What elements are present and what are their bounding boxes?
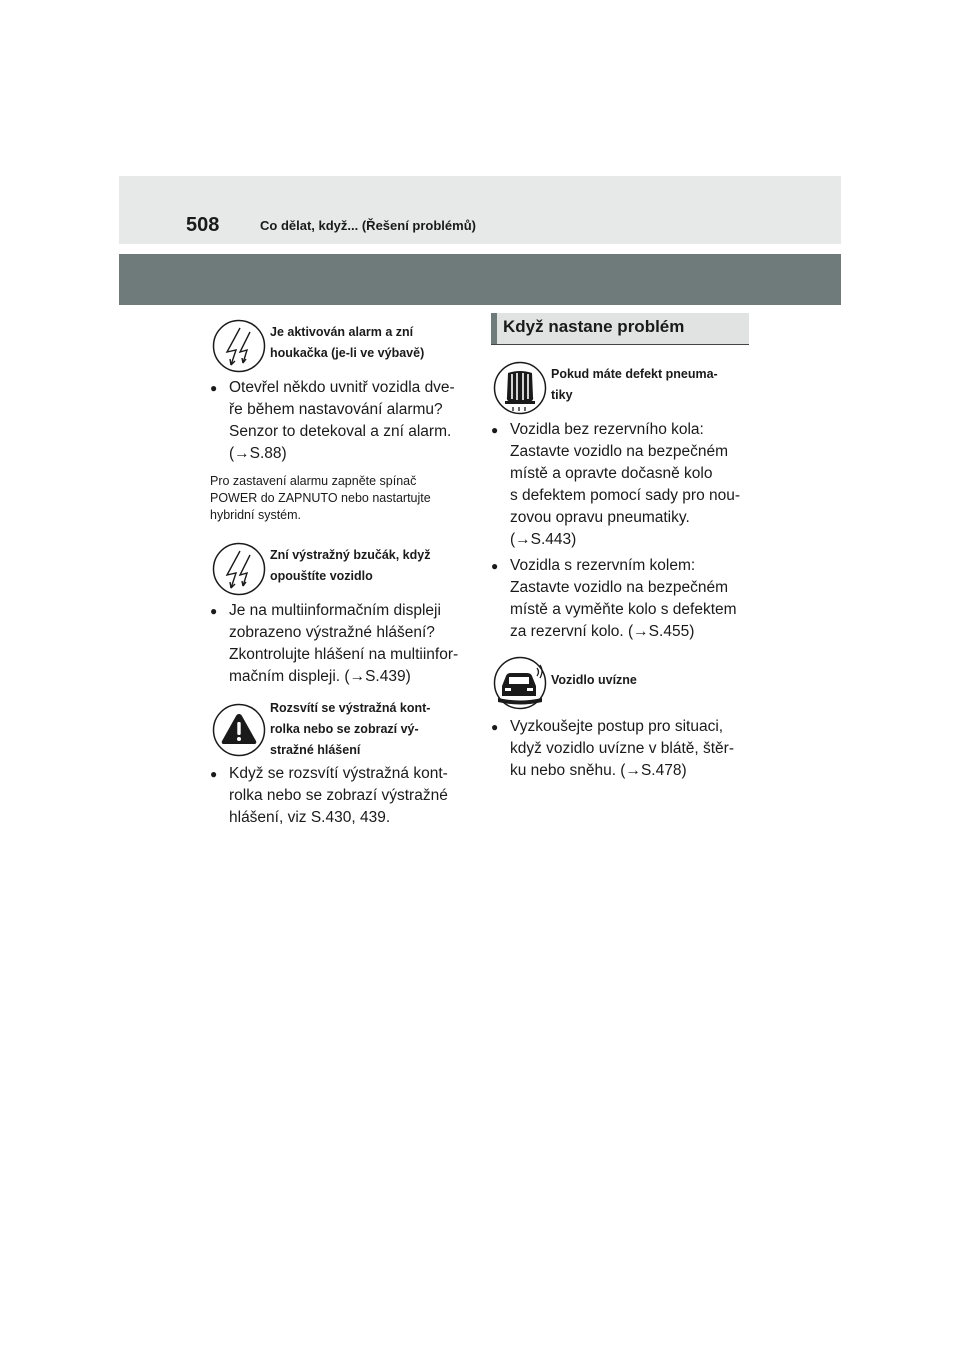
bullet-no-spare xyxy=(491,419,740,551)
bullet-line: ● Když se rozsvítí výstražná kont- xyxy=(229,765,448,782)
bullet-line: Zkontrolujte hlášení na multiinfor- xyxy=(229,646,459,663)
lightning-alarm-icon xyxy=(212,319,266,373)
section-heading xyxy=(491,313,749,345)
caption-line: rolka nebo se zobrazí vý- xyxy=(270,722,419,736)
bullet-line: za rezervní kolo. (→S.455) xyxy=(510,623,695,640)
note-line: POWER do ZAPNUTO nebo nastartujte xyxy=(210,491,431,505)
caption-line: Vozidlo uvízne xyxy=(551,673,637,687)
bullet-line: hlášení, viz S.430, 439. xyxy=(229,809,391,826)
caption-warning xyxy=(270,698,430,761)
caption-alarm xyxy=(270,322,424,364)
chapter-band xyxy=(119,254,841,305)
flat-tire-icon xyxy=(493,361,547,415)
bullet-alarm xyxy=(210,377,455,465)
bullet-line: Zastavte vozidlo na bezpečném xyxy=(510,443,728,460)
bullet-line: ● Vozidla bez rezervního kola: xyxy=(510,421,704,438)
bullet-line: ● Je na multiinformačním displeji xyxy=(229,602,441,619)
page-number: 508 xyxy=(186,214,220,236)
caption-line: stražné hlášení xyxy=(270,743,361,757)
lightning-buzzer-icon xyxy=(212,542,266,596)
caption-line: opouštíte vozidlo xyxy=(270,569,373,583)
header-band xyxy=(119,176,841,244)
warning-triangle-icon xyxy=(212,703,266,757)
bullet-stuck xyxy=(491,716,734,782)
bullet-with-spare xyxy=(491,555,737,643)
bullet-line: ku nebo sněhu. (→S.478) xyxy=(510,762,687,779)
note-alarm xyxy=(210,473,431,524)
bullet-buzzer xyxy=(210,600,458,688)
caption-tire xyxy=(551,364,718,406)
bullet-line: rolka nebo se zobrazí výstražné xyxy=(229,787,448,804)
bullet-line: zovou opravu pneumatiky. xyxy=(510,509,690,526)
stuck-vehicle-icon xyxy=(493,656,547,710)
bullet-line: s defektem pomocí sady pro nou- xyxy=(510,487,741,504)
caption-buzzer xyxy=(270,545,430,587)
bullet-line: místě a opravte dočasně kolo xyxy=(510,465,713,482)
caption-line: Pokud máte defekt pneuma- xyxy=(551,367,718,381)
caption-line: Je aktivován alarm a zní xyxy=(270,325,414,339)
section-title: Když nastane problém xyxy=(503,317,685,336)
bullet-line: ● Vozidla s rezervním kolem: xyxy=(510,557,696,574)
caption-line: Zní výstražný bzučák, když xyxy=(270,548,431,562)
caption-stuck xyxy=(551,670,637,691)
bullet-line: ● Otevřel někdo uvnitř vozidla dve- xyxy=(229,379,455,396)
bullet-line: (→S.88) xyxy=(229,445,287,462)
bullet-line: ře během nastavování alarmu? xyxy=(229,401,443,418)
bullet-line: Senzor to detekoval a zní alarm. xyxy=(229,423,452,440)
header-title: Co dělat, když... (Řešení problémů) xyxy=(260,218,476,233)
bullet-line: Zastavte vozidlo na bezpečném xyxy=(510,579,728,596)
caption-line: tiky xyxy=(551,388,573,402)
note-line: hybridní systém. xyxy=(210,508,302,522)
section-heading-bar xyxy=(491,313,497,344)
bullet-warning xyxy=(210,763,448,829)
bullet-line: (→S.443) xyxy=(510,531,577,548)
bullet-line: když vozidlo uvízne v blátě, štěr- xyxy=(510,740,734,757)
caption-line: houkačka (je-li ve výbavě) xyxy=(270,346,425,360)
bullet-line: zobrazeno výstražné hlášení? xyxy=(229,624,435,641)
caption-line: Rozsvítí se výstražná kont- xyxy=(270,701,431,715)
bullet-line: ● Vyzkoušejte postup pro situaci, xyxy=(510,718,724,735)
note-line: Pro zastavení alarmu zapněte spínač xyxy=(210,474,417,488)
bullet-line: místě a vyměňte kolo s defektem xyxy=(510,601,737,618)
bullet-line: mačním displeji. (→S.439) xyxy=(229,668,411,685)
